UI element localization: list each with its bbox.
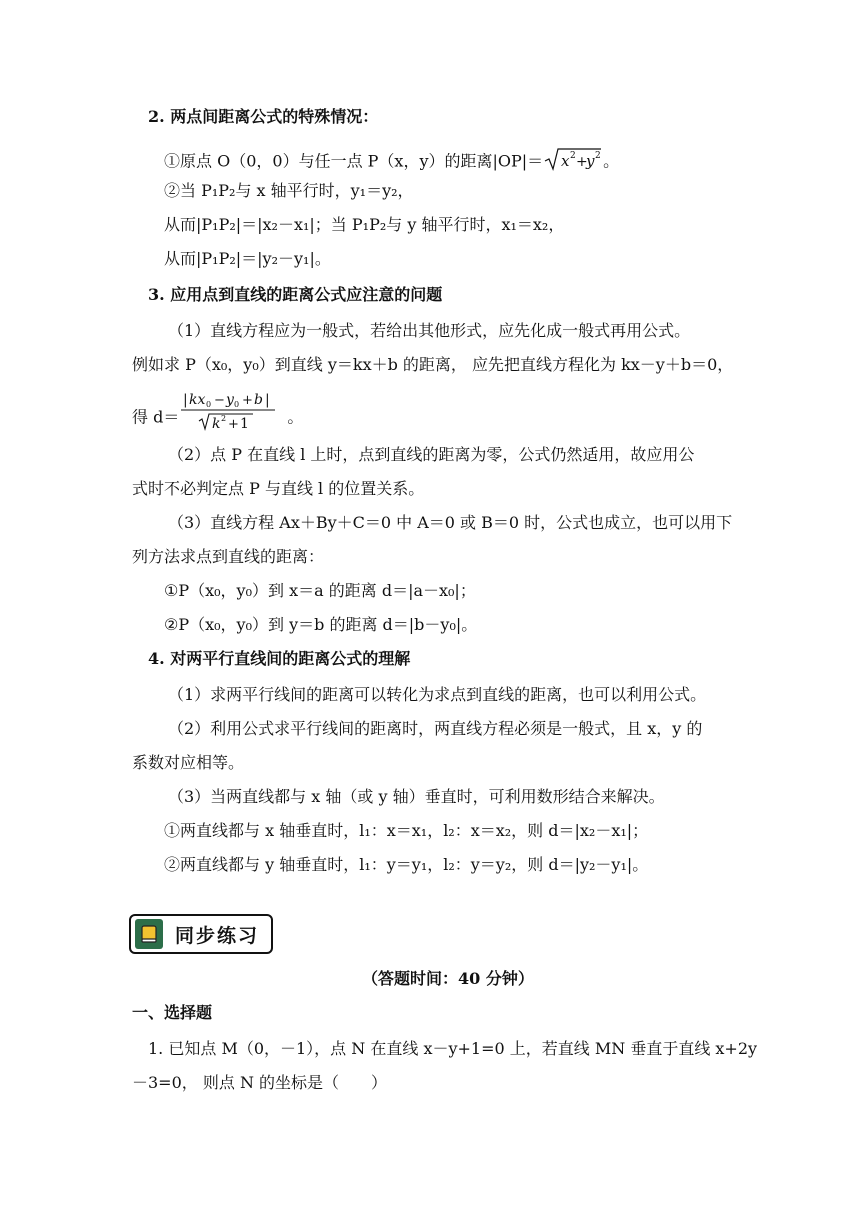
section-3-p1-line-2: 例如求 P（x₀，y₀）到直线 y＝kx＋b 的距离， 应先把直线方程化为 kx－y＋b＝0， (132, 355, 734, 374)
svg-text:kx: kx (189, 392, 206, 408)
section-3-p3-line-2: 列方法求点到直线的距离： (132, 547, 325, 566)
section-3-p1-line-1: （1）直线方程应为一般式，若给出其他形式，应先化成一般式再用公式。 (168, 321, 691, 340)
practice-badge-label: 同步练习 (175, 924, 260, 947)
section-3-heading: 3. 应用点到直线的距离公式应注意的问题 (148, 285, 443, 304)
section-2-line-2: ②当 P₁P₂与 x 轴平行时，y₁＝y₂， (164, 181, 414, 200)
section-3-p2-line-2: 式时不必判定点 P 与直线 l 的位置关系。 (132, 479, 425, 498)
svg-text:k: k (212, 416, 221, 432)
section-2-line-1-suffix: 。 (603, 151, 620, 171)
svg-text:2: 2 (595, 151, 601, 161)
section-2-line-1-prefix: ①原点 O（0，0）与任一点 P（x，y）的距离|OP|＝ (164, 151, 544, 171)
section-4-p2-line-2: 系数对应相等。 (132, 753, 245, 772)
part-heading: 一、选择题 (132, 1003, 213, 1022)
section-3-p3-line-3: ①P（x₀，y₀）到 x＝a 的距离 d＝|a－x₀|； (164, 581, 476, 600)
section-3-p3-line-4: ②P（x₀，y₀）到 y＝b 的距离 d＝|b－y₀|。 (164, 615, 478, 634)
section-3-p1-line-3-suffix: 。 (287, 407, 304, 427)
svg-text:|: | (265, 392, 271, 408)
book-icon (135, 919, 163, 949)
svg-text:y: y (226, 392, 235, 408)
section-4-p3-a: ①两直线都与 x 轴垂直时，l₁：x＝x₁，l₂：x＝x₂，则 d＝|x₂－x₁|； (164, 821, 649, 840)
svg-text:0: 0 (234, 400, 240, 409)
section-2-line-3: 从而|P₁P₂|＝|x₂－x₁|；当 P₁P₂与 y 轴平行时，x₁＝x₂， (164, 215, 565, 234)
section-4-p1: （1）求两平行线间的距离可以转化为求点到直线的距离，也可以利用公式。 (168, 685, 707, 704)
svg-text:+: + (242, 393, 254, 408)
section-4-p3-b: ②两直线都与 y 轴垂直时，l₁：y＝y₁，l₂：y＝y₂，则 d＝|y₂－y₁|。 (164, 855, 649, 874)
svg-text:x: x (561, 152, 570, 170)
svg-text:−: − (214, 393, 226, 408)
section-3-p1-line-3-prefix: 得 d＝ (132, 407, 180, 427)
svg-text:+: + (576, 154, 588, 170)
section-3-p1-line-3 (132, 388, 303, 430)
sqrt-formula (543, 146, 603, 178)
svg-text:0: 0 (206, 400, 212, 409)
section-2-line-4: 从而|P₁P₂|＝|y₂－y₁|。 (164, 249, 331, 268)
distance-fraction (179, 388, 287, 448)
svg-text:1: 1 (240, 416, 250, 432)
section-3-p2-line-1: （2）点 P 在直线 l 上时，点到直线的距离为零，公式仍然适用，故应用公 (168, 445, 695, 464)
section-4-p3: （3）当两直线都与 x 轴（或 y 轴）垂直时，可利用数形结合来解决。 (168, 787, 665, 806)
svg-text:2: 2 (570, 151, 576, 161)
section-2-line-1 (164, 146, 619, 178)
answer-time-note: （答题时间：40 分钟） (362, 969, 534, 988)
section-4-p2-line-1: （2）利用公式求平行线间的距离时，两直线方程必须是一般式，且 x，y 的 (168, 719, 703, 738)
svg-text:|: | (183, 392, 189, 408)
svg-text:2: 2 (221, 414, 227, 423)
section-2-heading: 2. 两点间距离公式的特殊情况： (148, 107, 379, 126)
section-3-p3-line-1: （3）直线方程 Ax＋By＋C＝0 中 A＝0 或 B＝0 时，公式也成立，也可以用下 (168, 513, 733, 532)
svg-text:y: y (586, 152, 595, 170)
question-1-line-2: －3=0， 则点 N 的坐标是（ ） (132, 1073, 388, 1092)
svg-text:+: + (228, 417, 240, 432)
svg-text:b: b (254, 392, 264, 408)
practice-badge (129, 914, 273, 954)
section-4-heading: 4. 对两平行直线间的距离公式的理解 (148, 649, 411, 668)
question-1-line-1: 1. 已知点 M（0，－1），点 N 在直线 x－y+1=0 上，若直线 MN 垂直于直线 x+2y (148, 1039, 758, 1058)
